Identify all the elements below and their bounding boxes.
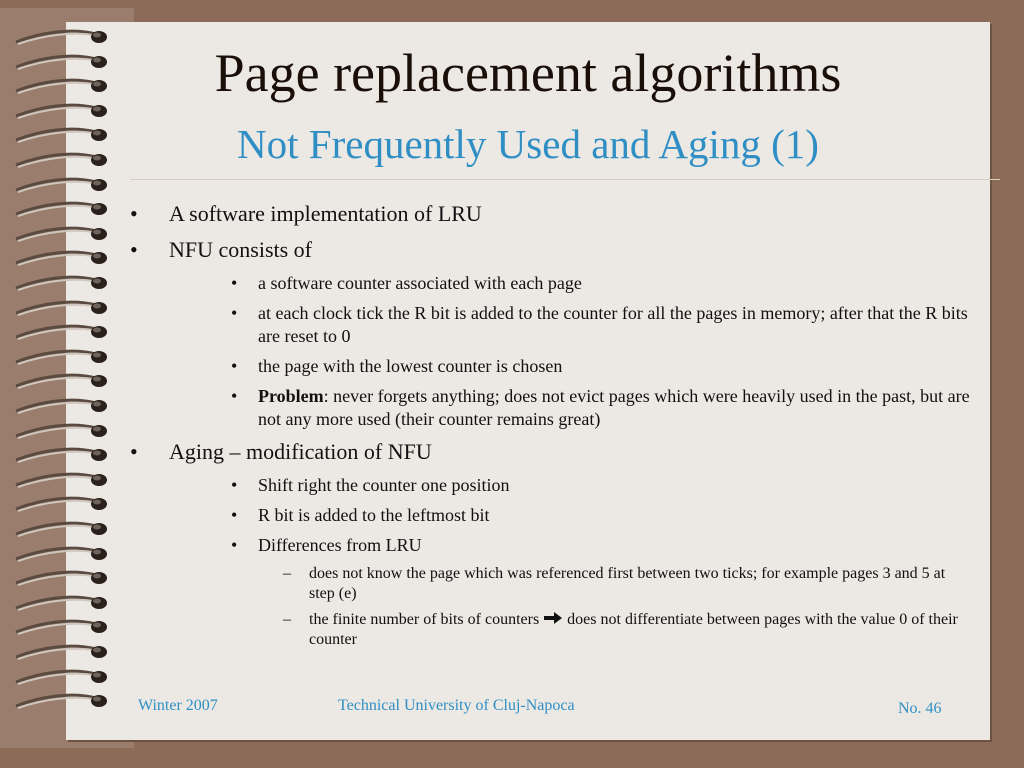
bullet-icon: •	[231, 475, 238, 495]
slide-content	[130, 200, 970, 656]
sub-bullet-item	[130, 302, 970, 348]
bullet-text: A software implementation of LRU	[169, 201, 482, 226]
spiral-ring-icon	[12, 493, 112, 515]
slide-subtitle: Not Frequently Used and Aging (1)	[237, 121, 819, 167]
sub-bullet-list	[130, 474, 970, 557]
spiral-ring-icon	[12, 174, 112, 196]
spiral-ring-icon	[12, 567, 112, 589]
footer-institution: Technical University of Cluj-Napoca	[338, 697, 575, 714]
dash-icon: –	[283, 611, 291, 628]
spiral-ring-icon	[12, 26, 112, 48]
sub-sub-bullet-text: does not know the page which was referenced first between two ticks; for example pages 3 and 5 at step (e)	[309, 565, 946, 602]
slide-number: No. 46	[898, 700, 942, 717]
bullet-icon: •	[231, 535, 238, 555]
spiral-ring-icon	[12, 346, 112, 368]
bullet-item	[130, 200, 970, 228]
sub-bullet-list	[130, 272, 970, 431]
spiral-ring-icon	[12, 321, 112, 343]
bullet-list	[130, 200, 970, 264]
spiral-ring-icon	[12, 666, 112, 688]
bullet-icon: •	[231, 273, 238, 293]
right-arrow-icon	[543, 611, 563, 625]
spiral-ring-icon	[12, 444, 112, 466]
bullet-icon: •	[231, 356, 238, 376]
footer-date: Winter 2007	[138, 697, 218, 714]
slide-title: Page replacement algorithms	[214, 43, 842, 103]
bullet-list	[130, 438, 970, 466]
spiral-ring-icon	[12, 592, 112, 614]
spiral-ring-icon	[12, 395, 112, 417]
sub-bullet-item	[130, 504, 970, 527]
spiral-ring-icon	[12, 690, 112, 712]
sub-bullet-item	[130, 355, 970, 378]
dash-icon: –	[283, 565, 291, 582]
bullet-icon: •	[130, 439, 138, 464]
sub-sub-bullet-item	[130, 564, 970, 604]
bullet-text: NFU consists of	[169, 237, 313, 262]
sub-bullet-text: R bit is added to the leftmost bit	[258, 505, 490, 525]
spiral-ring-icon	[12, 518, 112, 540]
bullet-icon: •	[231, 303, 238, 323]
bullet-item	[130, 236, 970, 264]
sub-bullet-item	[130, 385, 970, 431]
sub-bullet-text: a software counter associated with each page	[258, 273, 582, 293]
sub-sub-bullet-item	[130, 610, 970, 650]
spiral-ring-icon	[12, 223, 112, 245]
bullet-item	[130, 438, 970, 466]
sub-bullet-text: the page with the lowest counter is chosen	[258, 356, 563, 376]
spiral-ring-icon	[12, 370, 112, 392]
problem-label: Problem	[258, 386, 324, 406]
spiral-ring-icon	[12, 100, 112, 122]
bullet-icon: •	[231, 386, 238, 406]
bullet-icon: •	[231, 505, 238, 525]
bullet-icon: •	[130, 201, 138, 226]
sub-bullet-item	[130, 534, 970, 557]
sub-sub-bullet-text: does not differentiate between pages with the value 0 of their counter	[309, 611, 958, 648]
sub-bullet-text: : never forgets anything; does not evict pages which were heavily used in the past, but are not any more used (their counter remains great)	[258, 386, 970, 429]
spiral-ring-icon	[12, 272, 112, 294]
title-divider	[130, 179, 1000, 180]
sub-bullet-text: Differences from LRU	[258, 535, 422, 555]
sub-bullet-item	[130, 272, 970, 295]
sub-sub-bullet-text: the finite number of bits of counters	[309, 611, 540, 628]
spiral-ring-icon	[12, 543, 112, 565]
spiral-ring-icon	[12, 297, 112, 319]
bullet-text: Aging – modification of NFU	[169, 439, 432, 464]
spiral-ring-icon	[12, 469, 112, 491]
sub-bullet-text: Shift right the counter one position	[258, 475, 510, 495]
sub-sub-bullet-list	[130, 564, 970, 650]
sub-bullet-text: at each clock tick the R bit is added to the counter for all the pages in memory; after that the R bits are reset to 0	[258, 303, 968, 346]
sub-bullet-item	[130, 474, 970, 497]
spiral-ring-icon	[12, 641, 112, 663]
spiral-ring-icon	[12, 247, 112, 269]
bullet-icon: •	[130, 237, 138, 262]
spiral-ring-icon	[12, 420, 112, 442]
spiral-ring-icon	[12, 616, 112, 638]
spiral-ring-icon	[12, 198, 112, 220]
